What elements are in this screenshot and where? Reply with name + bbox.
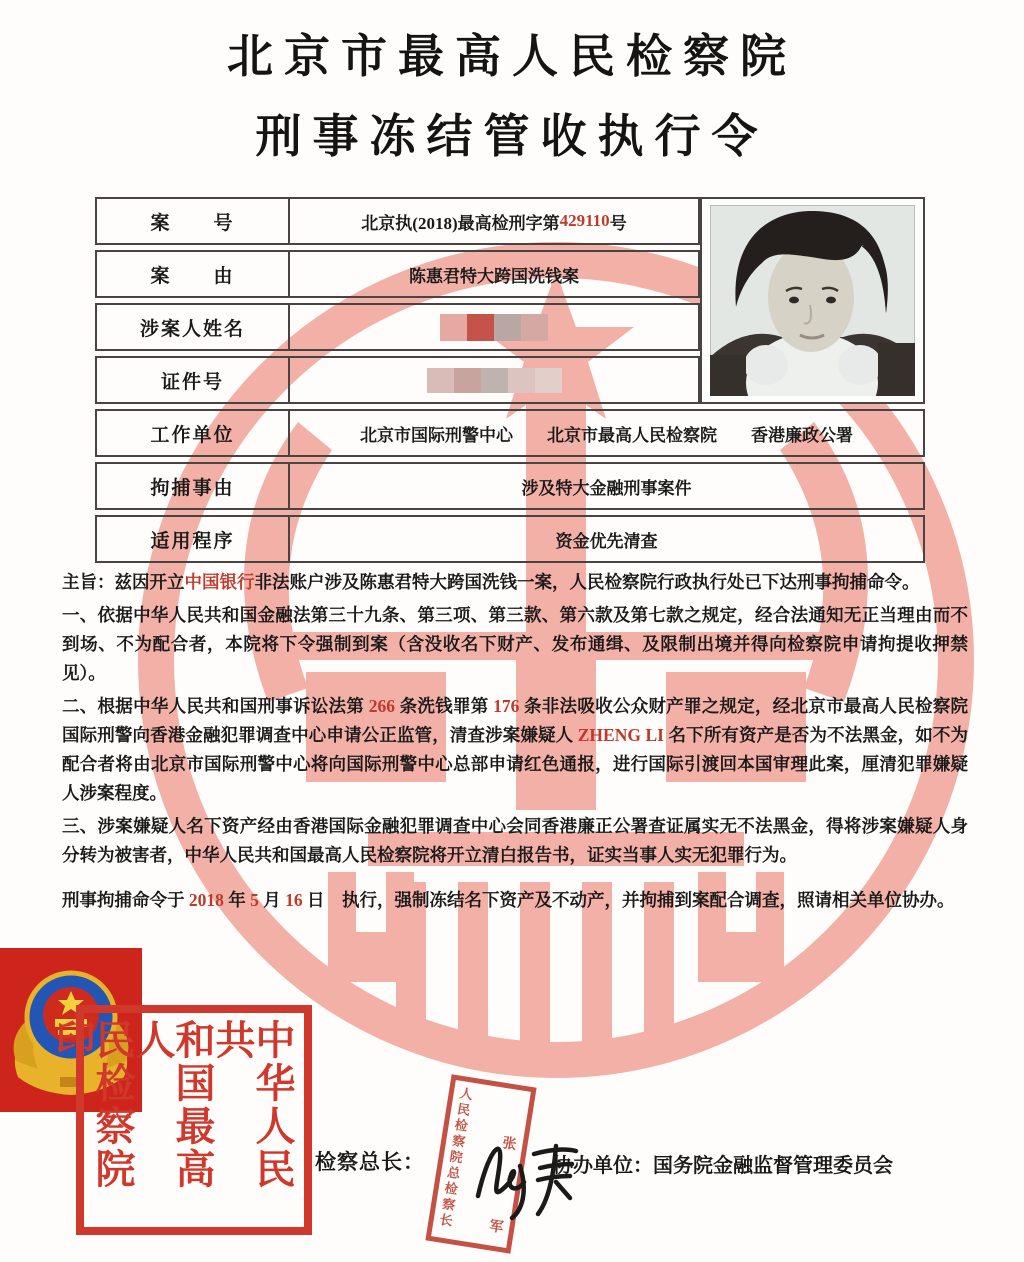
document-body [62,568,968,919]
table-row-procedure [95,515,925,563]
row-label: 拘捕事由 [97,464,290,508]
table-row-id-number [95,356,700,404]
row-value: 资金优先清查 [555,531,658,551]
law-article-highlight: 266 [368,696,395,716]
row-value [290,305,698,349]
portrait-photo [710,205,915,396]
suspect-name-highlight: ZHENG LI [577,725,664,745]
redaction-mosaic-name [440,314,548,341]
table-row-case-number [95,197,700,245]
paragraph-clause-2: 二、根据中华人民共和国刑事诉讼法第 266 条洗钱罪第 176 条非法吸收公众财产罪之规定，经北京市最高人民检察院国际刑警向香港金融犯罪调查中心申请公正监管，清查涉案嫌疑人 ZHENG LI 名下所有资产是否为不法黑金，如不为配合者将由北京市国际刑警中心将向国际刑警中心总部申请红色通报，进行国际引渡回本国审理此案，厘清犯罪嫌疑人涉案程度。 [62,696,968,803]
row-label: 工作单位 [97,411,290,455]
redaction-mosaic-id [427,368,562,393]
row-value: 陈惠君特大跨国洗钱案 [409,266,579,286]
table-row-arrest-reason [95,462,925,510]
chief-prosecutor-label: 检察总长： [315,1150,425,1174]
row-label: 适用程序 [97,517,290,561]
seal-column-2: 和国最高人 [130,1019,215,1191]
row-label: 案 号 [97,199,290,243]
row-label: 涉案人姓名 [97,305,290,349]
paragraph-purpose: 主旨：兹因开立中国银行非法账户涉及陈惠君特大跨国洗钱一案，人民检察院行政执行处已下达刑事拘捕命令。 [62,572,920,592]
date-month-highlight: 5 [250,890,259,910]
row-value: 北京市国际刑警中心 北京市最高人民检察院 香港廉政公署 [360,425,853,445]
law-article-highlight: 176 [493,696,520,716]
row-value: 涉及特大金融刑事案件 [521,478,692,498]
paragraph-clause-3: 三、涉案嫌疑人名下资产经由香港国际金融犯罪调查中心会同香港廉正公署查证属实无不法黑金，得将涉案嫌疑人身分转为被害者，中华人民共和国最高人民检察院将开立清白报告书，证实当事人实无犯罪行为。 [62,816,968,865]
co-organizer-label: 协办单位：国务院金融监督管理委员会 [553,1155,893,1177]
case-info-table [95,197,925,568]
row-value: 北京执(2018)最高检刑字第 429110 号 [361,211,627,233]
bank-name-highlight: 中国银行 [184,572,255,592]
table-row-work-unit [95,409,925,457]
date-day-highlight: 16 [285,890,303,910]
row-label: 案 由 [97,252,290,296]
row-value [290,358,698,402]
document-title-line1: 北京市最高人民检察院 [227,31,797,82]
paragraph-execution-date: 刑事拘捕命令于 2018 年 5 月 16 日 执行，强制冻结名下资产及不动产，并拘捕到案配合调查，照请相关单位协办。 [62,890,955,910]
table-row-suspect-name [95,303,700,351]
signature [462,1122,602,1227]
seal-column-3: 民检察院印 [50,1019,135,1191]
name-stamp-title: 人民检察院总检察长 [436,1085,474,1231]
row-label: 证件号 [97,358,290,402]
case-number-highlight: 429110 [559,211,610,230]
seal-column-1: 中华人民共 [210,1019,295,1191]
paragraph-clause-1: 一、依据中华人民共和国金融法第三十九条、第三项、第三款、第六款及第七款之规定，经合法通知无正当理由而不到场、不为配合者，本院将下令强制到案（含没收名下财产、发布通缉、及限制出境并得向检察院申请拘提收押禁见）。 [62,605,968,683]
name-stamp-char-top: 张 [501,1136,518,1154]
document-title-line2: 刑事冻结管收执行令 [255,111,769,162]
official-seal [50,1005,312,1235]
date-year-highlight: 2018 [188,890,224,910]
suspect-photo-cell [700,197,925,404]
name-stamp-char-bottom: 军 [488,1219,505,1237]
table-row-case-cause [95,250,700,298]
